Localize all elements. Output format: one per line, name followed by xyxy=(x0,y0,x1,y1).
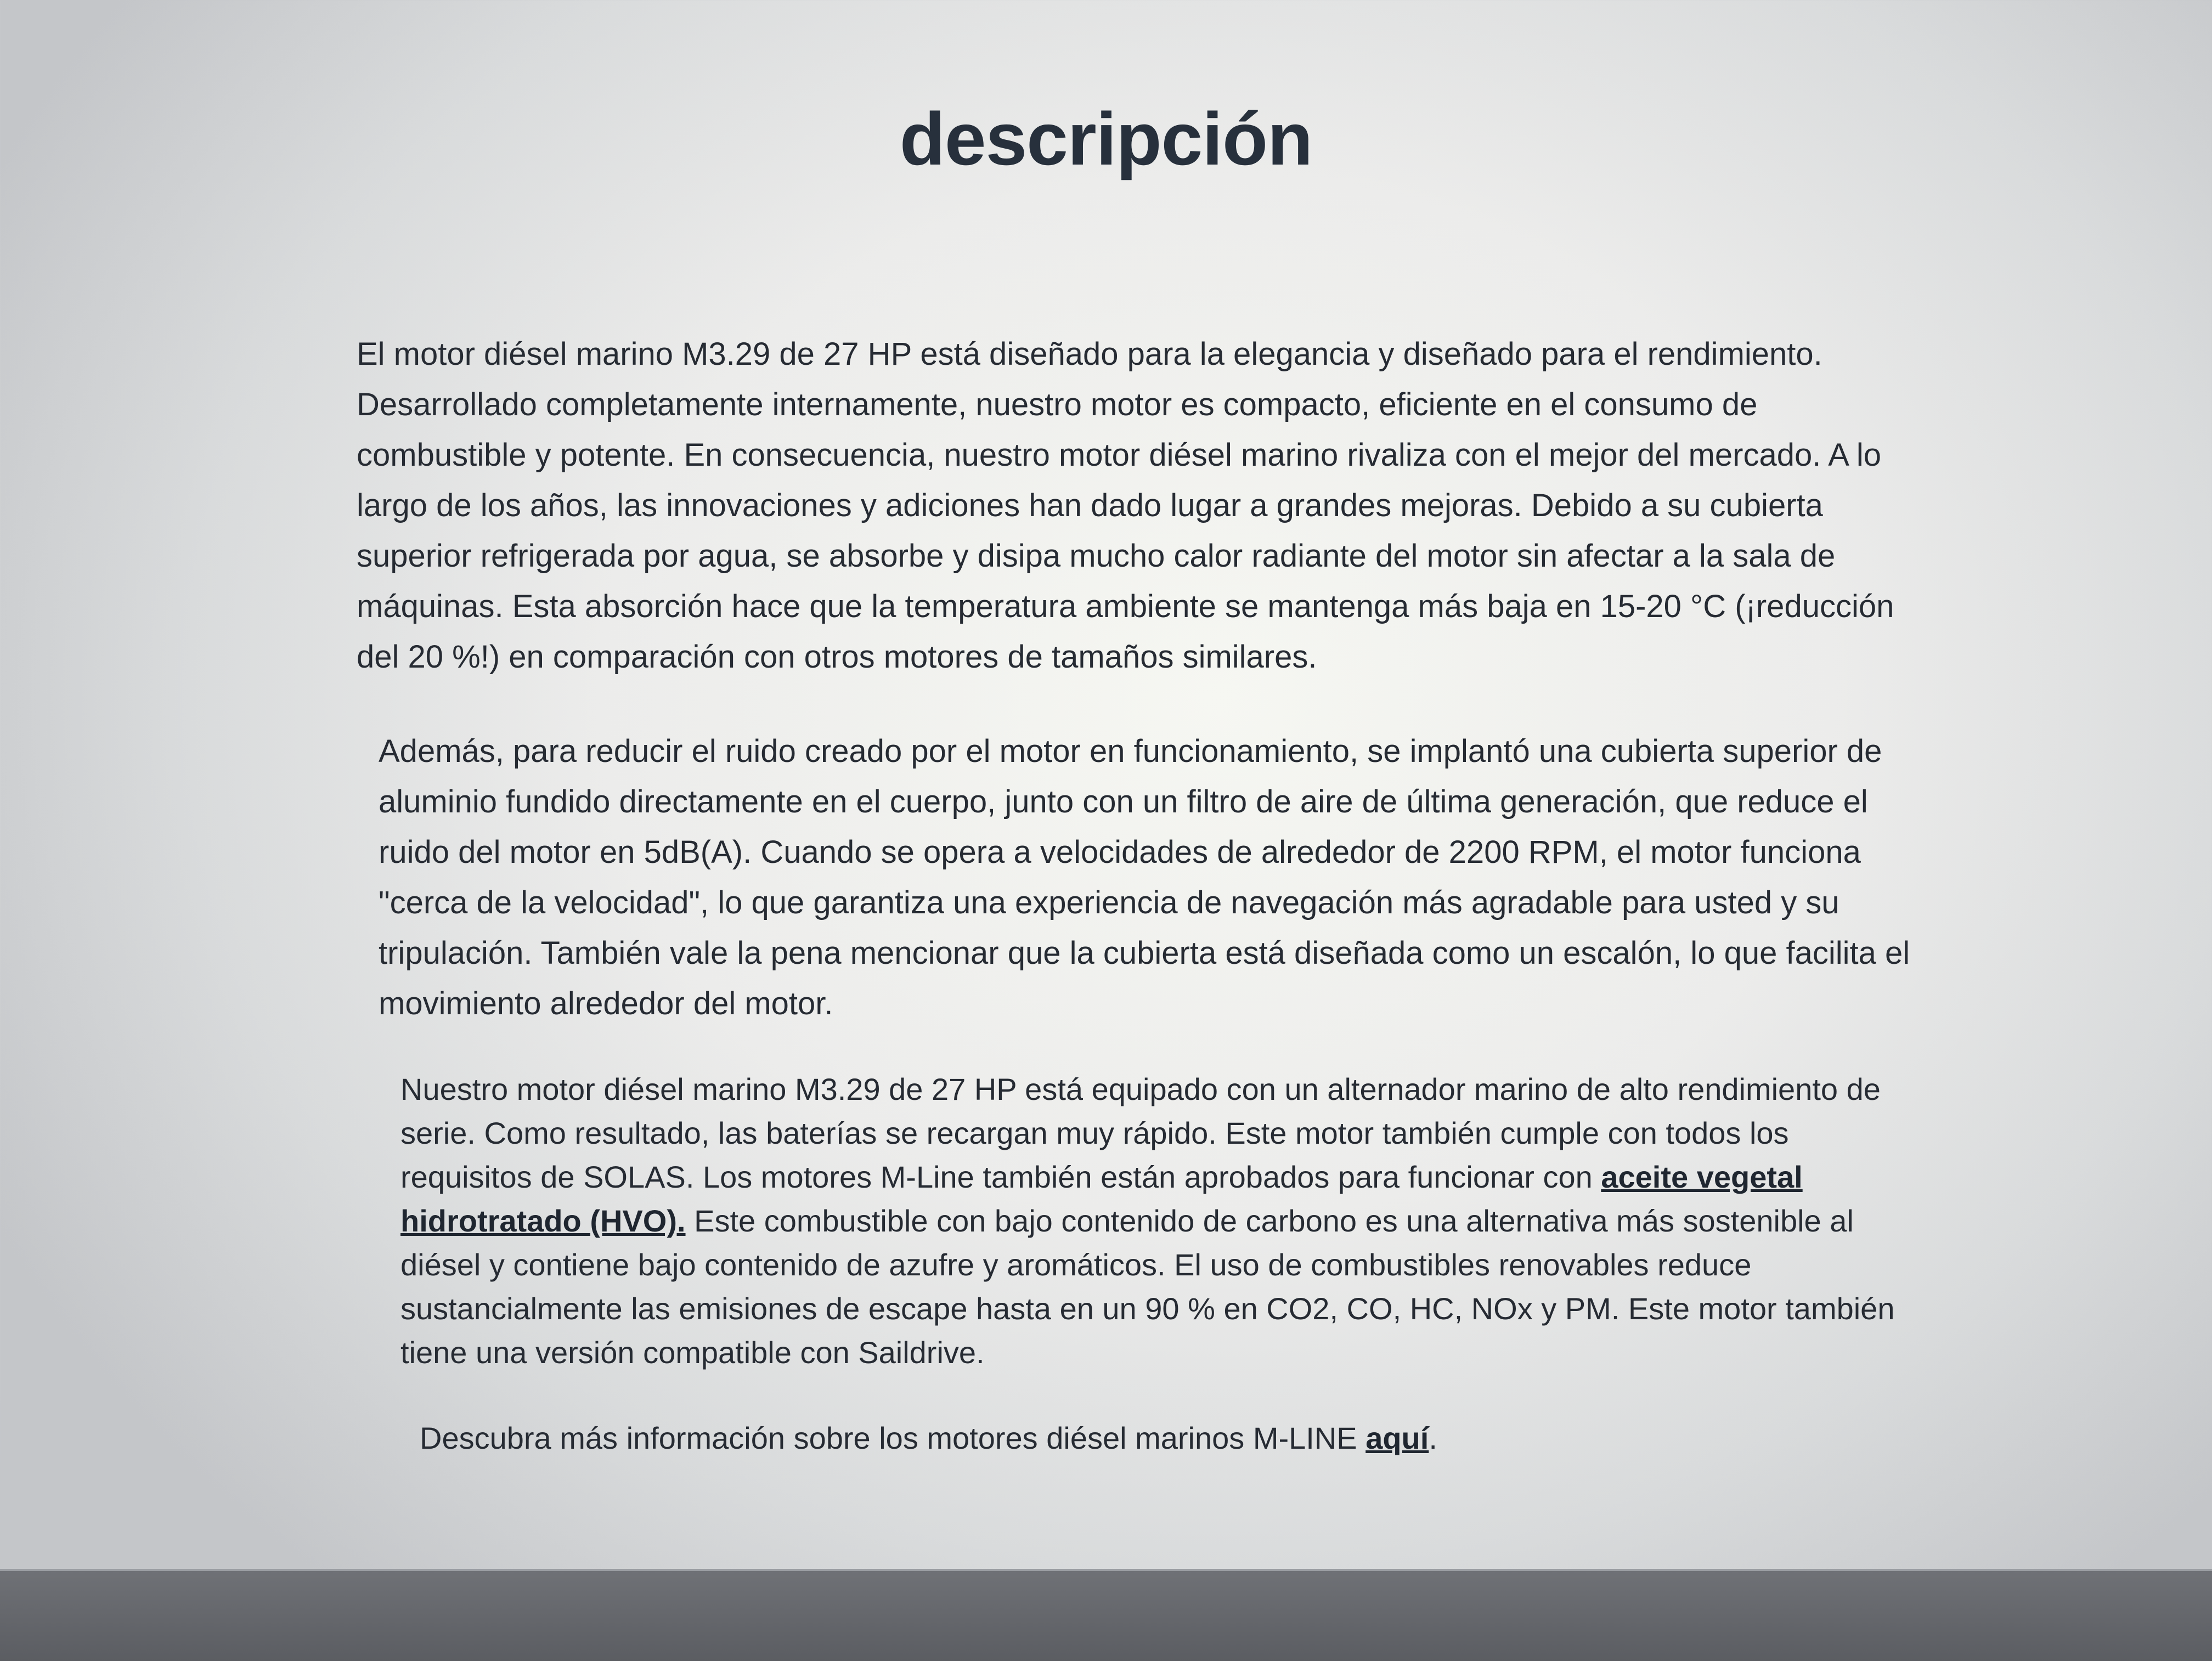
description-section xyxy=(357,329,1920,1464)
description-paragraph-1: El motor diésel marino M3.29 de 27 HP está diseñado para la elegancia y diseñado para el rendimiento. Desarrollado completamente internamente, nuestro motor es compacto, eficiente en el consumo de combustible y potente. En consecuencia, nuestro motor diésel marino rivaliza con el mejor del mercado. A lo largo de los años, las innovaciones y adiciones han dado lugar a grandes mejoras. Debido a su cubierta superior refrigerada por agua, se absorbe y disipa mucho calor radiante del motor sin afectar a la sala de máquinas. Esta absorción hace que la temperatura ambiente se mantenga más baja en 15-20 °C (¡reducción del 20 %!) en comparación con otros motores de tamaños similares. xyxy=(357,336,1894,675)
paragraph-3-text-start: Nuestro motor diésel marino M3.29 de 27 HP está equipado con un alternador marino de alto rendimiento de serie. Como resultado, las baterías se recargan muy rápido. Este motor también cumple con todos los requisitos de SOLAS. Los motores M-Line también están aprobados para funcionar con xyxy=(400,1072,1881,1194)
more-info-text: Descubra más información sobre los motores diésel marinos M-LINE xyxy=(420,1421,1366,1455)
more-info-end: . xyxy=(1429,1421,1437,1455)
page-title: descripción xyxy=(899,97,1313,180)
description-paragraph-2: Además, para reducir el ruido creado por el motor en funcionamiento, se implantó una cubierta superior de aluminio fundido directamente en el cuerpo, junto con un filtro de aire de última generación, que reduce el ruido del motor en 5dB(A). Cuando se opera a velocidades de alrededor de 2200 RPM, el motor funciona "cerca de la velocidad", lo que garantiza una experiencia de navegación más agradable para usted y su tripulación. También vale la pena mencionar que la cubierta está diseñada como un escalón, lo que facilita el movimiento alrededor del motor. xyxy=(379,733,1910,1021)
paragraph-3-text-end: Este combustible con bajo contenido de carbono es una alternativa más sostenible al diésel y contiene bajo contenido de azufre y aromáticos. El uso de combustibles renovables reduce sustancialmente las emisiones de escape hasta en un 90 % en CO2, CO, HC, NOx y PM. Este motor también tiene una versión compatible con Saildrive. xyxy=(400,1204,1895,1370)
hvo-link[interactable]: aceite vegetal hidrotratado (HVO). xyxy=(400,1160,1803,1238)
monitor-bezel xyxy=(0,1569,2212,1661)
more-info-link[interactable]: aquí xyxy=(1365,1421,1429,1455)
description-paragraph-3 xyxy=(357,1067,1920,1375)
more-info-line xyxy=(357,1413,1920,1464)
